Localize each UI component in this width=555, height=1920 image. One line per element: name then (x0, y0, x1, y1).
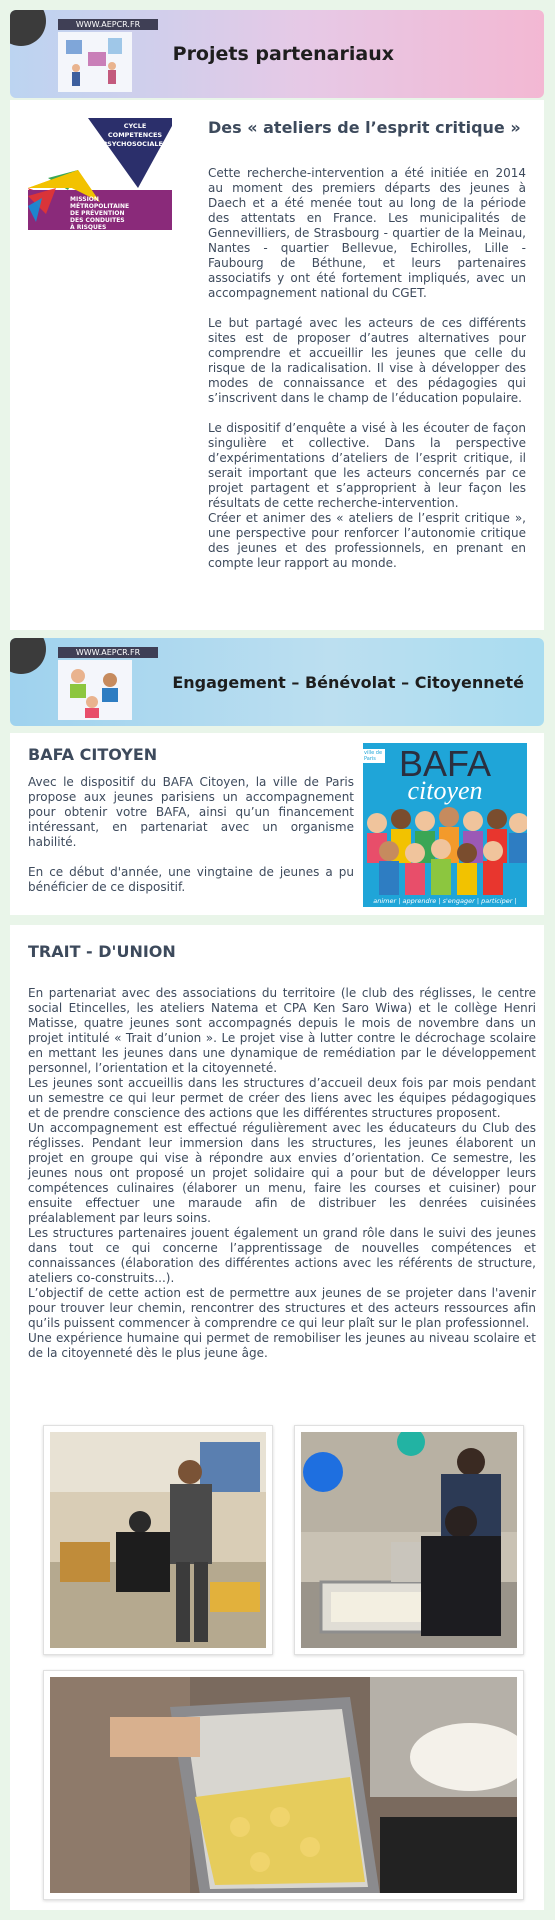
banner-site-url: WWW.AEPCR.FR (58, 647, 158, 658)
paragraph: En ce début d'année, une vingtaine de jeunes a pu bénéficier de ce dispositif. (28, 865, 354, 894)
paragraph: Le but partagé avec les acteurs de ces différents sites est de proposer d’autres alternatives pour comprendre et accueillir les jeunes que celle du risque de la radicalisation. Il vise à développer des modes de connaissance et des pédagogies qui s’inscrivent dans le champ de l’éducation populaire. (208, 316, 526, 405)
photo-potato-tray (43, 1670, 524, 1900)
paragraph: En partenariat avec des associations du territoire (le club des réglisses, le centre social Etincelles, les ateliers Natema et CPA Ken Saro Wiwa) et le collège Henri Matisse, quatre jeunes sont accompagnés depuis le mois de novembre dans un projet intitulé « Trait d’union ». Le projet vise à lutter contre le décrochage scolaire en mettant les jeunes dans une dynamique de remédiation par le développement personnel, l’orientation et la citoyenneté. (28, 986, 536, 1075)
section-title: Des « ateliers de l’esprit critique » (208, 118, 521, 137)
photo-kitchen-workers (43, 1425, 273, 1655)
paragraph: Créer et animer des « ateliers de l’esprit critique », une perspective pour renforcer l’autonomie critique des jeunes et des professionnels, en prenant en compte leur rapport au monde. (208, 511, 526, 570)
mmpcr-logo (28, 118, 172, 230)
banner-projets-partenariaux (10, 10, 544, 98)
logo-bottom-text: MISSION MÉTROPOLITAINE DE PRÉVENTION DES CONDUITES À RISQUES (70, 196, 130, 231)
banner-title: Projets partenariaux (172, 43, 394, 65)
banner-illustration-icon (58, 32, 132, 92)
paragraph: Le dispositif d’enquête a visé à les écouter de façon singulière et collective. Dans la perspective d’expérimentations d’ateliers de l’esprit critique, il serait important que les acteurs concernés par ce projet partagent et s’approprient à leur façon les résultats de cette recherche-intervention. (208, 421, 526, 510)
section-esprit-critique (10, 100, 544, 630)
poster-crowd-illustration (363, 801, 527, 901)
banner-engagement (10, 638, 544, 726)
section-title: BAFA CITOYEN (28, 745, 158, 764)
photo-cooking-group (294, 1425, 524, 1655)
poster-footer: animer | apprendre | s'engager | participer | (363, 895, 527, 907)
section-bafa-citoyen (10, 733, 544, 915)
paragraph: Les jeunes sont accueillis dans les structures d’accueil deux fois par mois pendant un semestre ce qui leur permet de créer des liens avec les équipes pédagogiques et de prendre conscience des actions que les différentes structures proposent. (28, 1076, 536, 1120)
banner-illustration-icon (58, 660, 132, 720)
banner-dot (10, 638, 46, 674)
poster-title: BAFA (398, 743, 492, 784)
paragraph: Un accompagnement est effectué régulièrement avec les éducateurs du Club des réglisses. Pendant leur immersion dans les structures, les jeunes élaborent un projet en groupe qui vise à répondre aux envies d’orientation. Ce semestre, les jeunes nous ont proposé un projet solidaire qui a pour but de développer leurs compétences culinaires (élaborer un menu, faire les courses et cuisiner) pour ensuite effectuer une maraude afin de distribuer les denrées cuisinées préalablement par leurs soins. (28, 1121, 536, 1225)
poster-corner-label: ville de Paris (363, 749, 385, 763)
section-trait-union (10, 925, 544, 1910)
paragraph: L’objectif de cette action est de permettre aux jeunes de se projeter dans l'avenir pour trouver leur chemin, rencontrer des structures et des acteurs ressources afin qu’ils puissent commencer à comprendre ce qui leur plaît sur le plan professionnel. (28, 1286, 536, 1330)
paragraph: Les structures partenaires jouent également un grand rôle dans le suivi des jeunes dans tout ce qui concerne l’apprentissage de nouvelles compétences et connaissances (élaboration des différentes actions avec les référents de structure, ateliers co-construits...). (28, 1226, 536, 1285)
poster-subtitle: citoyen (407, 776, 483, 805)
paragraph: Une expérience humaine qui permet de remobiliser les jeunes au niveau scolaire et de la citoyenneté dès le plus jeune âge. (28, 1331, 536, 1360)
section-title: TRAIT - D'UNION (28, 942, 176, 961)
logo-top-text: CYCLE COMPETENCES PSYCHOSOCIALES (102, 122, 168, 148)
paragraph: Cette recherche-intervention a été initiée en 2014 au moment des premiers départs des jeunes à Daech et a été menée tout au long de la période des attentats en France. Les municipalités de Gennevilliers, de Strasbourg - quartier de la Meinau, Nantes - quartier Bellevue, Echirolles, Lille - Faubourg de Béthune, et leurs partenaires associatifs y ont été fortement impliqués, avec un accompagnement national du CGET. (208, 166, 526, 300)
banner-dot (10, 10, 46, 46)
banner-title: Engagement – Bénévolat – Citoyenneté (172, 672, 524, 692)
banner-site-url: WWW.AEPCR.FR (58, 19, 158, 30)
paragraph: Avec le dispositif du BAFA Citoyen, la ville de Paris propose aux jeunes parisiens un accompagnement pour obtenir votre BAFA, ainsi qu’un financement intéressant, en partenariat avec un organisme habilité. (28, 775, 354, 849)
bafa-citoyen-poster (363, 743, 527, 907)
